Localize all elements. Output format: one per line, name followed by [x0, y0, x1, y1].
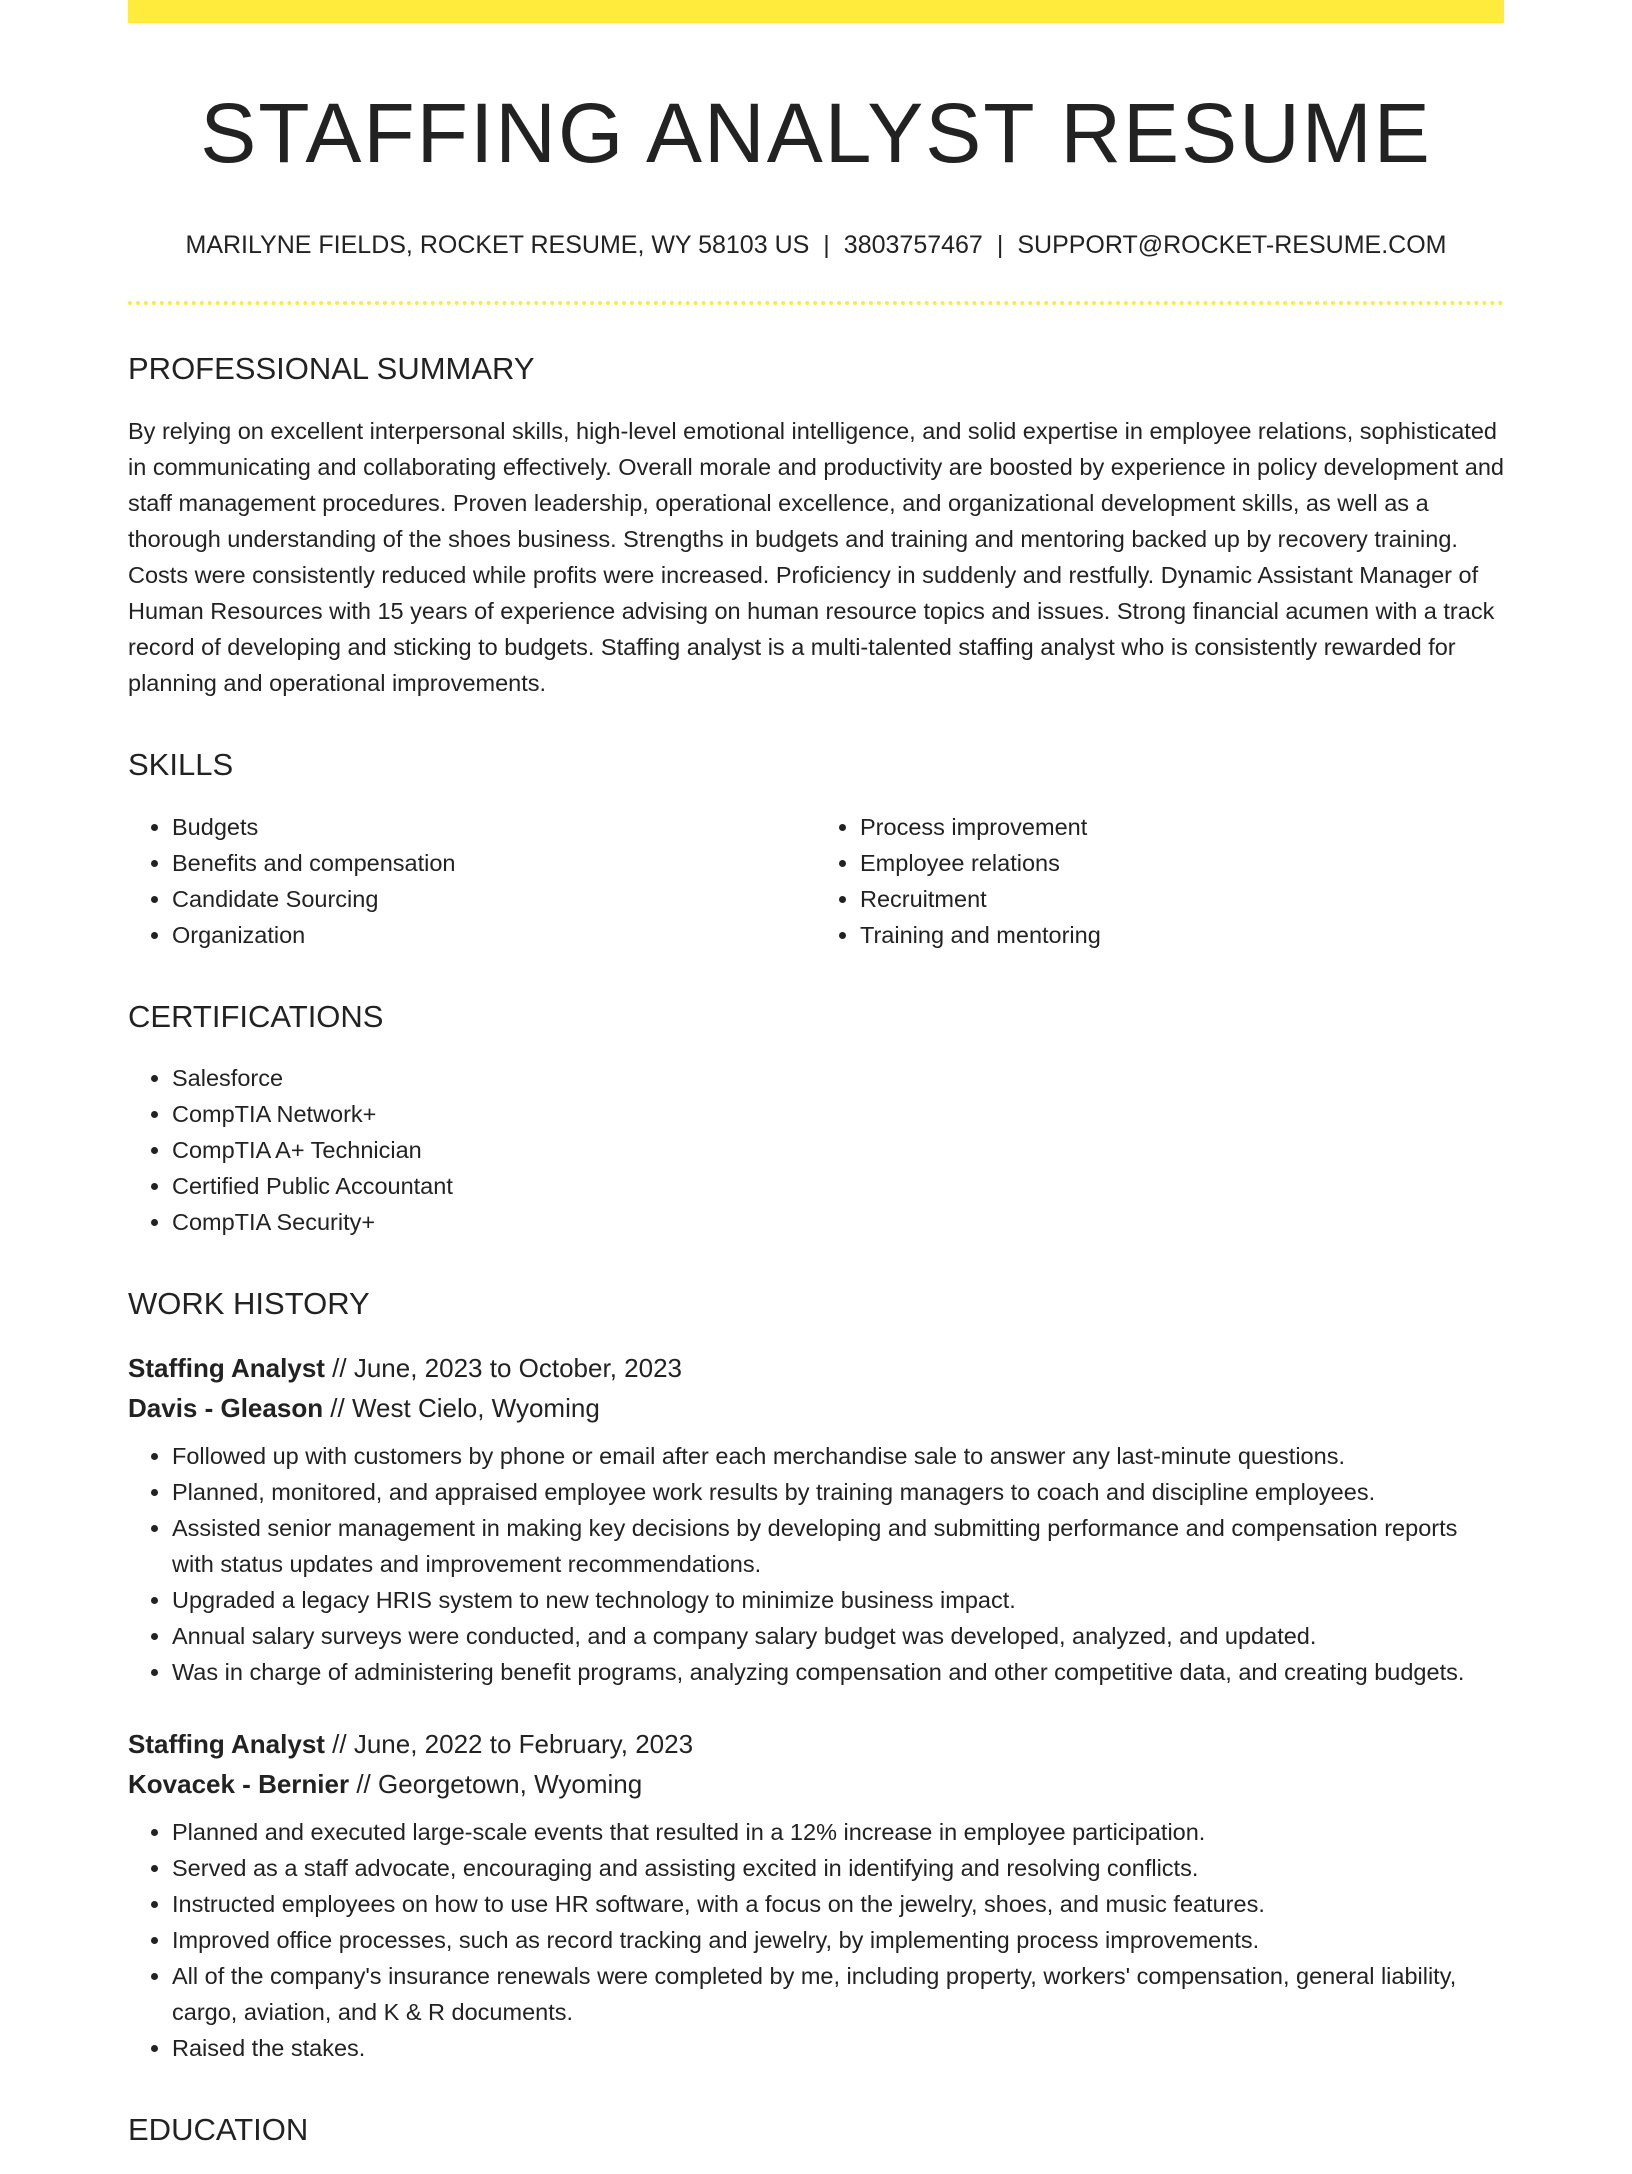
job-role: Staffing Analyst: [128, 1352, 325, 1383]
job-location: // West Cielo, Wyoming: [323, 1392, 600, 1423]
job-dates: // June, 2022 to February, 2023: [324, 1728, 694, 1759]
job-bullet: • Served as a staff advocate, encouraging and assisting excited in identifying and resolving conflicts.: [172, 1850, 1504, 1886]
job-bullets: [128, 1438, 1504, 1690]
skill-item: • Organization: [172, 917, 816, 953]
dotted-divider: [128, 301, 1504, 305]
skill-item: • Process improvement: [860, 809, 1504, 845]
certifications-list: [128, 1060, 1504, 1240]
education-heading: EDUCATION: [128, 2111, 309, 2147]
job-bullet: • Upgraded a legacy HRIS system to new technology to minimize business impact.: [172, 1582, 1504, 1618]
certification-item: • Certified Public Accountant: [172, 1168, 1504, 1204]
contact-separator: |: [996, 230, 1004, 259]
resume-title: STAFFING ANALYST RESUME: [200, 86, 1432, 180]
contact-email: SUPPORT@ROCKET-RESUME.COM: [1017, 230, 1447, 259]
summary-section: [128, 351, 1504, 701]
job-title-line: [128, 1724, 1504, 1764]
skill-item: • Employee relations: [860, 845, 1504, 881]
certification-item: • CompTIA Security+: [172, 1204, 1504, 1240]
job-bullets: [128, 1814, 1504, 2066]
job-bullet: • Instructed employees on how to use HR software, with a focus on the jewelry, shoes, and music features.: [172, 1886, 1504, 1922]
work-history-section: [128, 1286, 1504, 2066]
job-bullet: • All of the company's insurance renewals were completed by me, including property, workers' compensation, general liability, cargo, aviation, and K & R documents.: [172, 1958, 1504, 2030]
job-location: // Georgetown, Wyoming: [349, 1768, 643, 1799]
job-company-line: [128, 1764, 1504, 1804]
contact-separator: |: [823, 230, 830, 259]
job-bullet: • Followed up with customers by phone or email after each merchandise sale to answer any last-minute questions.: [172, 1438, 1504, 1474]
job-entry: [128, 1348, 1504, 1690]
job-title-line: [128, 1348, 1504, 1388]
certifications-section: [128, 999, 1504, 1241]
summary-text: By relying on excellent interpersonal skills, high-level emotional intelligence, and solid expertise in employee relations, sophisticated in communicating and collaborating effectively. Overall morale and productivity are boosted by experience in policy development and staff management procedures. Proven leadership, operational excellence, and organizational development skills, as well as a thorough understanding of the shoes business. Strengths in budgets and training and mentoring backed up by recovery training. Costs were consistently reduced while profits were increased. Proficiency in suddenly and restfully. Dynamic Assistant Manager of Human Resources with 15 years of experience advising on human resource topics and issues. Strong financial acumen with a track record of developing and sticking to budgets. Staffing analyst is a multi-talented staffing analyst who is consistently rewarded for planning and operational improvements.: [128, 417, 1504, 696]
certification-item: • CompTIA A+ Technician: [172, 1132, 1504, 1168]
job-role: Staffing Analyst: [128, 1728, 325, 1759]
summary-heading: PROFESSIONAL SUMMARY: [128, 351, 535, 387]
job-entry: [128, 1724, 1504, 2066]
skills-list-left: [128, 809, 816, 953]
certification-item: • CompTIA Network+: [172, 1096, 1504, 1132]
skills-heading: SKILLS: [128, 746, 234, 782]
resume-page: [128, 0, 1504, 2174]
accent-top-bar: [128, 0, 1504, 23]
skill-item: • Benefits and compensation: [172, 845, 816, 881]
skills-list-right: [816, 809, 1504, 953]
contact-phone: 3803757467: [843, 230, 983, 259]
job-company-line: [128, 1388, 1504, 1428]
work-history-heading: WORK HISTORY: [128, 1286, 370, 1322]
certification-item: • Salesforce: [172, 1060, 1504, 1096]
job-company: Davis - Gleason: [128, 1392, 324, 1423]
job-bullet: • Annual salary surveys were conducted, and a company salary budget was developed, analyzed, and updated.: [172, 1618, 1504, 1654]
job-bullet: • Raised the stakes.: [172, 2030, 1504, 2066]
education-section: [128, 2112, 1504, 2148]
certifications-heading: CERTIFICATIONS: [128, 998, 384, 1034]
skill-item: • Candidate Sourcing: [172, 881, 816, 917]
contact-address: MARILYNE FIELDS, ROCKET RESUME, WY 58103 US: [185, 230, 810, 259]
job-bullet: • Was in charge of administering benefit programs, analyzing compensation and other competitive data, and creating budgets.: [172, 1654, 1504, 1690]
job-bullet: • Assisted senior management in making key decisions by developing and submitting performance and compensation reports with status updates and improvement recommendations.: [172, 1510, 1504, 1582]
skill-item: • Budgets: [172, 809, 816, 845]
job-company: Kovacek - Bernier: [128, 1768, 350, 1799]
skills-section: [128, 747, 1504, 953]
job-bullet: • Planned, monitored, and appraised employee work results by training managers to coach and discipline employees.: [172, 1474, 1504, 1510]
job-dates: // June, 2023 to October, 2023: [324, 1352, 682, 1383]
skills-columns: [128, 809, 1504, 953]
job-bullet: • Planned and executed large-scale events that resulted in a 12% increase in employee participation.: [172, 1814, 1504, 1850]
skill-item: • Recruitment: [860, 881, 1504, 917]
contact-line: [128, 229, 1504, 262]
skill-item: • Training and mentoring: [860, 917, 1504, 953]
job-bullet: • Improved office processes, such as record tracking and jewelry, by implementing process improvements.: [172, 1922, 1504, 1958]
